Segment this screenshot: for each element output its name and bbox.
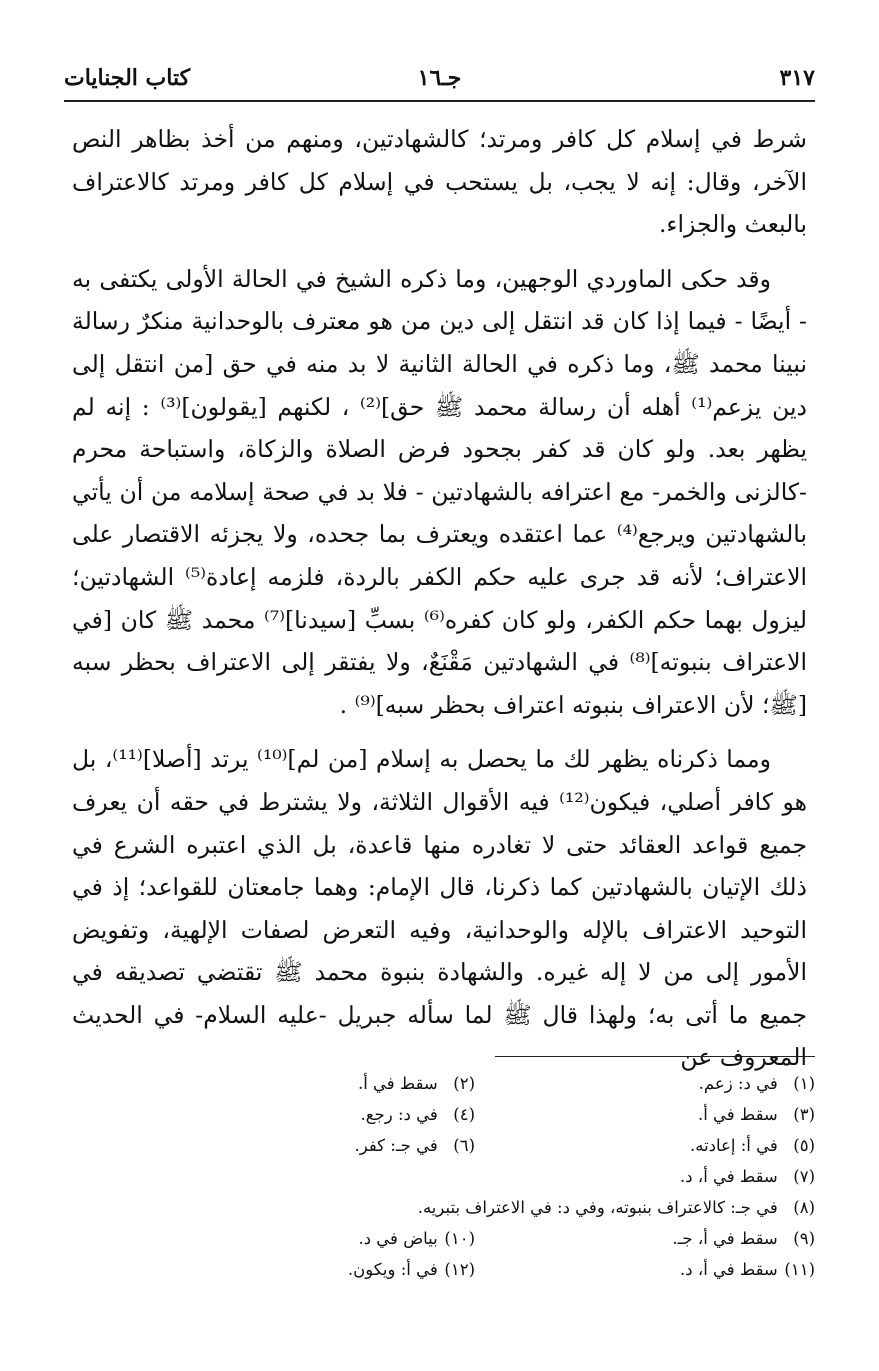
running-header [64, 60, 815, 96]
footnote-text: في د: رجع. [360, 1105, 438, 1124]
header-divider [64, 100, 815, 102]
footnote-text: سقط في أ، د. [680, 1167, 778, 1186]
paragraph: وقد حكى الماوردي الوجهين، وما ذكره الشيخ في الحالة الأولى يكتفى به - أيضًا - فيما إذا كان قد انتقل إلى دين من هو معترف بالوحدانية منكرٌ رسالة نبينا محمد ﷺ، وما ذكره في الحالة الثانية لا بد منه في حق [من انتقل إلى دين يزعم⁽¹⁾ أهله أن رسالة محمد ﷺ حق]⁽²⁾ ، لكنهم [يقولون]⁽³⁾ : إنه لم يظهر بعد. ولو كان قد كفر بجحود فرض الصلاة والزكاة، واستباحة محرم -كالزنى والخمر- مع اعترافه بالشهادتين - فلا بد في صحة إسلامه من أن يأتي بالشهادتين ويرجع⁽⁴⁾ عما اعتقده ويعترف بما جحده، ولا يجزئه الاقتصار على الاعتراف؛ لأنه قد جرى عليه حكم الكفر بالردة، فلزمه إعادة⁽⁵⁾ الشهادتين؛ ليزول بهما حكم الكفر، ولو كان كفره⁽⁶⁾ بسبِّ [سيدنا]⁽⁷⁾ محمد ﷺ كان [في الاعتراف بنبوته]⁽⁸⁾ في الشهادتين مَقْنَعٌ، ولا يفتقر إلى الاعتراف بحظر سبه [ﷺ؛ لأن الاعتراف بنبوته اعتراف بحظر سبه]⁽⁹⁾ . [72, 264, 808, 719]
footnote-item [135, 1130, 475, 1161]
footnote-number: (٧) [793, 1167, 815, 1186]
footnote-item [418, 1192, 815, 1223]
footnote-number: (٤) [453, 1105, 475, 1124]
main-text [72, 118, 807, 1079]
book-title: كتاب الجنايات [64, 65, 191, 91]
footnote-item [475, 1223, 815, 1254]
footnote-number: (١٠) [444, 1229, 475, 1248]
footnote-item [475, 1254, 815, 1285]
paragraph: ومما ذكرناه يظهر لك ما يحصل به إسلام [من لم]⁽¹⁰⁾ يرتد [أصلا]⁽¹¹⁾، بل هو كافر أصلي، فيكون⁽¹²⁾ فيه الأقوال الثلاثة، ولا يشترط في حقه أن يعرف جميع قواعد العقائد حتى لا تغادره منها قاعدة، بل الذي اعتبره الشرع في ذلك الإتيان بالشهادتين كما ذكرنا، قال الإمام: وهما جامعتان للقواعد؛ إذ في التوحيد الاعتراف بالإله والوحدانية، وفيه التعرض لصفات الإلهية، وتفويض الأمور إلى من لا إله غيره. والشهادة بنبوة محمد ﷺ تقتضي تصديقه في جميع ما أتى به؛ ولهذا قال ﷺ لما سأله جبريل -عليه السلام- في الحديث المعروف عن [72, 745, 807, 1072]
footnote-text: بياض في د. [358, 1229, 438, 1248]
footnote-text: في أ: ويكون. [347, 1260, 438, 1279]
footnote-number: (٨) [793, 1198, 815, 1217]
volume-label: جـ١٦ [417, 65, 462, 91]
footnote-text: في جـ: كالاعتراف بنبوته، وفي د: في الاعتراف بتبريه. [417, 1198, 778, 1217]
footnote-item [135, 1099, 475, 1130]
footnote-item [135, 1068, 475, 1099]
footnote-item [475, 1099, 815, 1130]
page-number: ٣١٧ [779, 65, 815, 91]
footnote-item [475, 1130, 815, 1161]
footnote-number: (٦) [453, 1136, 475, 1155]
footnote-number: (١١) [784, 1260, 815, 1279]
footnote-text: سقط في أ، د. [680, 1260, 778, 1279]
footnote-text: في د: زعم. [698, 1074, 778, 1093]
footnote-divider [495, 1056, 815, 1057]
footnote-number: (٩) [793, 1229, 815, 1248]
footnote-text: في جـ: كفر. [354, 1136, 438, 1155]
footnote-item [475, 1068, 815, 1099]
footnote-number: (٢) [453, 1074, 475, 1093]
footnote-number: (٣) [793, 1105, 815, 1124]
footnote-number: (١٢) [444, 1260, 475, 1279]
footnote-text: سقط في أ. [357, 1074, 438, 1093]
footnote-text: سقط في أ، جـ. [672, 1229, 778, 1248]
paragraph: شرط في إسلام كل كافر ومرتد؛ كالشهادتين، ومنهم من أخذ بظاهر النص الآخر، وقال: إنه لا يجب، بل يستحب في إسلام كل كافر ومرتد كالاعتراف بالبعث والجزاء. [72, 125, 807, 239]
footnote-number: (٥) [793, 1136, 815, 1155]
footnote-item [135, 1223, 475, 1254]
footnote-text: في أ: إعادته. [689, 1136, 778, 1155]
footnote-item [135, 1254, 475, 1285]
footnote-text: سقط في أ. [697, 1105, 778, 1124]
footnote-item [475, 1161, 815, 1192]
footnotes [64, 1068, 815, 1285]
footnote-number: (١) [793, 1074, 815, 1093]
